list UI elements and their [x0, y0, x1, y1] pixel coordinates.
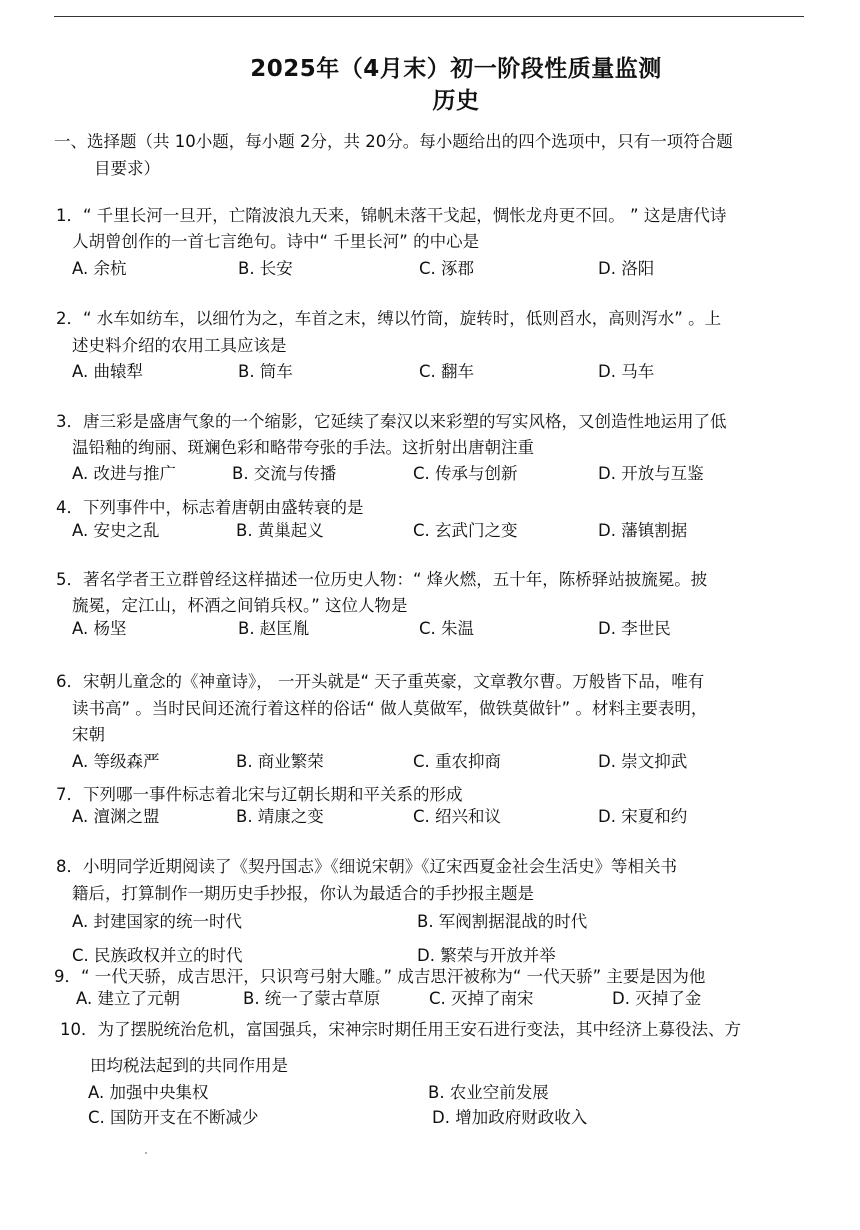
question-10-stem-cont: 田均税法起到的共同作用是 [90, 1056, 288, 1075]
question-7-option-b: B. 靖康之变 [236, 807, 324, 826]
question-5-option-b: B. 赵匡胤 [238, 619, 310, 638]
question-1-option-d: D. 洛阳 [598, 259, 655, 278]
question-6-option-d: D. 崇文抑武 [598, 752, 688, 771]
question-2-option-a: A. 曲辕犁 [72, 362, 143, 381]
question-3-option-b: B. 交流与传播 [232, 464, 337, 483]
question-3-option-a: A. 改进与推广 [72, 464, 176, 483]
question-3-option-d: D. 开放与互鉴 [598, 464, 704, 483]
question-3-stem: 3．唐三彩是盛唐气象的一个缩影，它延续了秦汉以来彩塑的写实风格，又创造性地运用了低 [56, 412, 727, 431]
question-1-stem: 1．“ 千里长河一旦开，亡隋波浪九天来，锦帆未落干戈起，惆怅龙舟更不回。 ” 这是唐代诗 [56, 206, 727, 225]
question-8-stem: 8．小明同学近期阅读了《契丹国志》《细说宋朝》《辽宋西夏金社会生活史》等相关书 [56, 857, 677, 876]
section-instruction-cont: 目要求） [94, 159, 160, 178]
question-6-option-b: B. 商业繁荣 [236, 752, 324, 771]
question-8-option-a: A. 封建国家的统一时代 [72, 912, 242, 931]
question-4-option-c: C. 玄武门之变 [413, 521, 518, 540]
question-2-stem: 2．“ 水车如纺车，以细竹为之，车首之末，缚以竹筒，旋转时，低则舀水，高则泻水” 。上 [56, 309, 722, 328]
question-5-stem: 5．著名学者王立群曾经这样描述一位历史人物：“ 烽火燃，五十年，陈桥驿站披旒冕。披 [56, 570, 708, 589]
question-7-option-a: A. 澶渊之盟 [72, 807, 160, 826]
question-6-stem: 6．宋朝儿童念的《神童诗》， 一开头就是“ 天子重英豪，文章教尔曹。万般皆下品，唯有 [56, 672, 705, 691]
question-7-option-c: C. 绍兴和议 [413, 807, 502, 826]
question-8-option-c: C. 民族政权并立的时代 [72, 946, 243, 965]
question-10-option-a: A. 加强中央集权 [88, 1083, 209, 1102]
question-4-option-d: D. 藩镇割据 [598, 521, 688, 540]
question-9-option-c: C. 灭掉了南宋 [429, 989, 534, 1008]
question-4-stem: 4．下列事件中，标志着唐朝由盛转衰的是 [56, 498, 364, 517]
question-9-stem: 9．“ 一代天骄，成吉思汗，只识弯弓射大雕。” 成吉思汗被称为“ 一代天骄” 主要是因为他 [54, 967, 706, 986]
question-9-option-b: B. 统一了蒙古草原 [243, 989, 381, 1008]
question-6-option-a: A. 等级森严 [72, 752, 160, 771]
header-rule [54, 16, 804, 17]
question-1-option-c: C. 涿郡 [419, 259, 475, 278]
question-9-option-d: D. 灭掉了金 [612, 989, 702, 1008]
question-6-stem-cont: 读书高” 。当时民间还流行着这样的俗话“ 做人莫做军，做铁莫做针” 。材料主要表明， [72, 699, 708, 718]
question-10-option-b: B. 农业空前发展 [428, 1083, 549, 1102]
question-1-option-a: A. 余杭 [72, 259, 127, 278]
question-3-stem-cont: 温铅釉的绚丽、斑斓色彩和略带夸张的手法。这折射出唐朝注重 [72, 438, 534, 457]
question-10-option-d: D. 增加政府财政收入 [432, 1108, 588, 1127]
question-6-option-c: C. 重农抑商 [413, 752, 502, 771]
question-1-stem-cont: 人胡曾创作的一首七言绝句。诗中“ 千里长河” 的中心是 [72, 232, 480, 251]
question-5-option-c: C. 朱温 [419, 619, 475, 638]
question-8-option-d: D. 繁荣与开放并举 [417, 946, 556, 965]
section-instruction: 一、选择题（共 10小题，每小题 2分，共 20分。每小题给出的四个选项中，只有一项符合题 [54, 132, 733, 151]
question-8-option-b: B. 军阀割据混战的时代 [417, 912, 588, 931]
question-7-option-d: D. 宋夏和约 [598, 807, 688, 826]
scan-speck [145, 1152, 147, 1154]
question-9-option-a: A. 建立了元朝 [76, 989, 180, 1008]
question-4-option-a: A. 安史之乱 [72, 521, 160, 540]
question-2-option-b: B. 筒车 [238, 362, 293, 381]
question-5-stem-cont: 旒冕，定江山，杯酒之间销兵权。” 这位人物是 [72, 596, 408, 615]
question-6-stem-cont-2: 宋朝 [72, 725, 105, 744]
question-1-option-b: B. 长安 [238, 259, 293, 278]
question-10-stem: 10．为了摆脱统治危机，富国强兵，宋神宗时期任用王安石进行变法，其中经济上募役法、方 [60, 1020, 741, 1039]
exam-subject: 历史 [432, 88, 480, 114]
question-5-option-a: A. 杨坚 [72, 619, 127, 638]
question-3-option-c: C. 传承与创新 [413, 464, 518, 483]
question-2-option-c: C. 翻车 [419, 362, 475, 381]
question-10-option-c: C. 国防开支在不断减少 [88, 1108, 259, 1127]
exam-title: 2025年（4月末）初一阶段性质量监测 [250, 56, 662, 82]
question-7-stem: 7．下列哪一事件标志着北宋与辽朝长期和平关系的形成 [56, 785, 463, 804]
question-2-stem-cont: 述史料介绍的农用工具应该是 [72, 336, 287, 355]
question-2-option-d: D. 马车 [598, 362, 655, 381]
question-5-option-d: D. 李世民 [598, 619, 671, 638]
question-8-stem-cont: 籍后，打算制作一期历史手抄报，你认为最适合的手抄报主题是 [72, 884, 534, 903]
question-4-option-b: B. 黄巢起义 [236, 521, 324, 540]
